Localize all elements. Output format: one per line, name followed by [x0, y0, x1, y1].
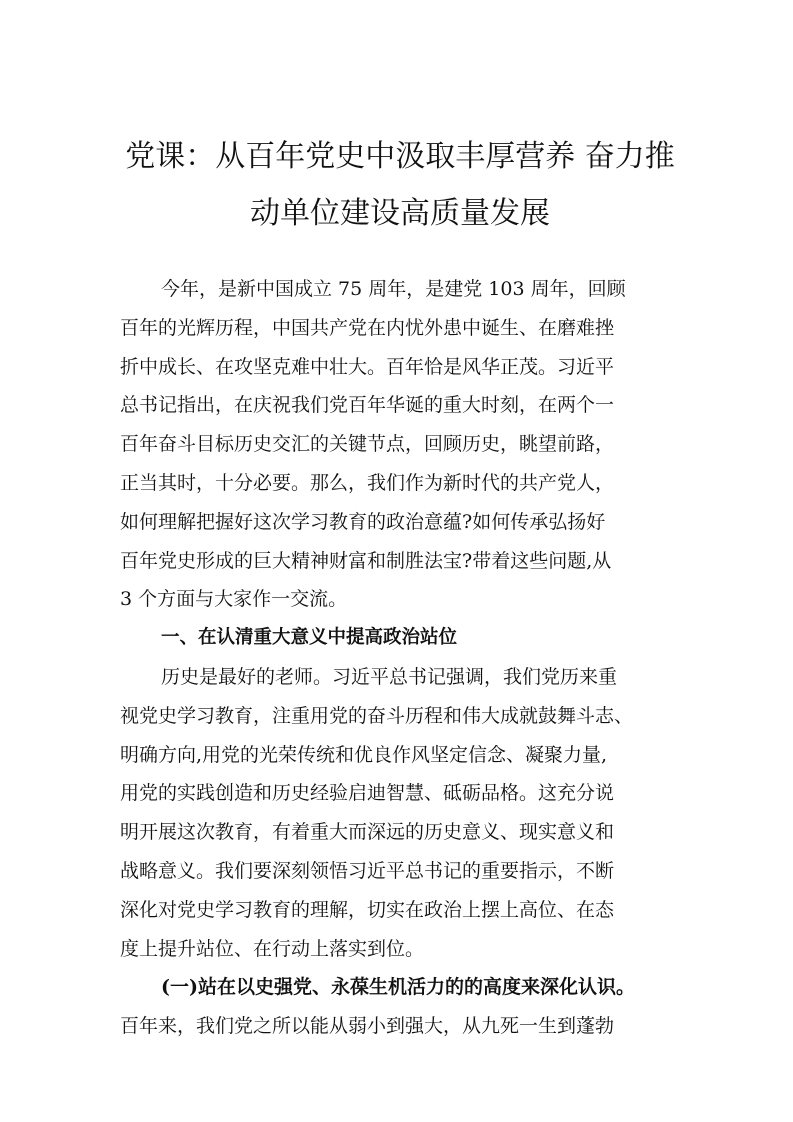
- paragraph-line: 如何理解把握好这次学习教育的政治意蕴?如何传承弘扬好: [120, 510, 606, 533]
- paragraph-line: 战略意义。我们要深刻领悟习近平总书记的重要指示，不断: [120, 859, 615, 882]
- paragraph-line: 视党史学习教育，注重用党的奋斗历程和伟大成就鼓舞斗志、: [120, 704, 634, 727]
- paragraph-line: 明确方向,用党的光荣传统和优良作风坚定信念、凝聚力量,: [120, 743, 608, 766]
- paragraph-line: 历史是最好的老师。习近平总书记强调，我们党历来重: [161, 665, 618, 688]
- paragraph-line: 总书记指出，在庆祝我们党百年华诞的重大时刻，在两个一: [120, 394, 615, 417]
- document-title-line-2: 动单位建设高质量发展: [250, 196, 550, 231]
- paragraph-line: 折中成长、在攻坚克难中壮大。百年恰是风华正茂。习近平: [120, 355, 615, 378]
- paragraph-line: 今年，是新中国成立 75 周年，是建党 103 周年，回顾: [161, 278, 626, 300]
- paragraph-line: 明开展这次教育，有着重大而深远的历史意义、现实意义和: [120, 821, 615, 844]
- section-heading: 一、在认清重大意义中提高政治站位: [161, 627, 458, 649]
- paragraph-line: 百年奋斗目标历史交汇的关键节点，回顾历史，眺望前路，: [120, 433, 615, 456]
- paragraph-line: 度上提升站位、在行动上落实到位。: [120, 937, 425, 960]
- paragraph-line: 3 个方面与大家作一交流。: [120, 588, 348, 611]
- document-body: [120, 270, 700, 1046]
- paragraph-line: 深化对党史学习教育的理解，切实在政治上摆上高位、在态: [120, 898, 615, 921]
- paragraph-line: 百年来，我们党之所以能从弱小到强大，从九死一生到蓬勃: [120, 1015, 615, 1038]
- document-title-line-1: 党课：从百年党史中汲取丰厚营养 奋力推: [125, 139, 675, 174]
- subsection-heading: (一)站在以史强党、永葆生机活力的的高度来深化认识。: [161, 976, 635, 999]
- paragraph-line: 百年的光辉历程，中国共产党在内忧外患中诞生、在磨难挫: [120, 316, 615, 339]
- paragraph-line: 正当其时，十分必要。那么，我们作为新时代的共产党人，: [120, 471, 615, 494]
- paragraph-line: 百年党史形成的巨大精神财富和制胜法宝?带着这些问题,从: [120, 549, 612, 572]
- paragraph-line: 用党的实践创造和历史经验启迪智慧、砥砺品格。这充分说: [120, 782, 615, 805]
